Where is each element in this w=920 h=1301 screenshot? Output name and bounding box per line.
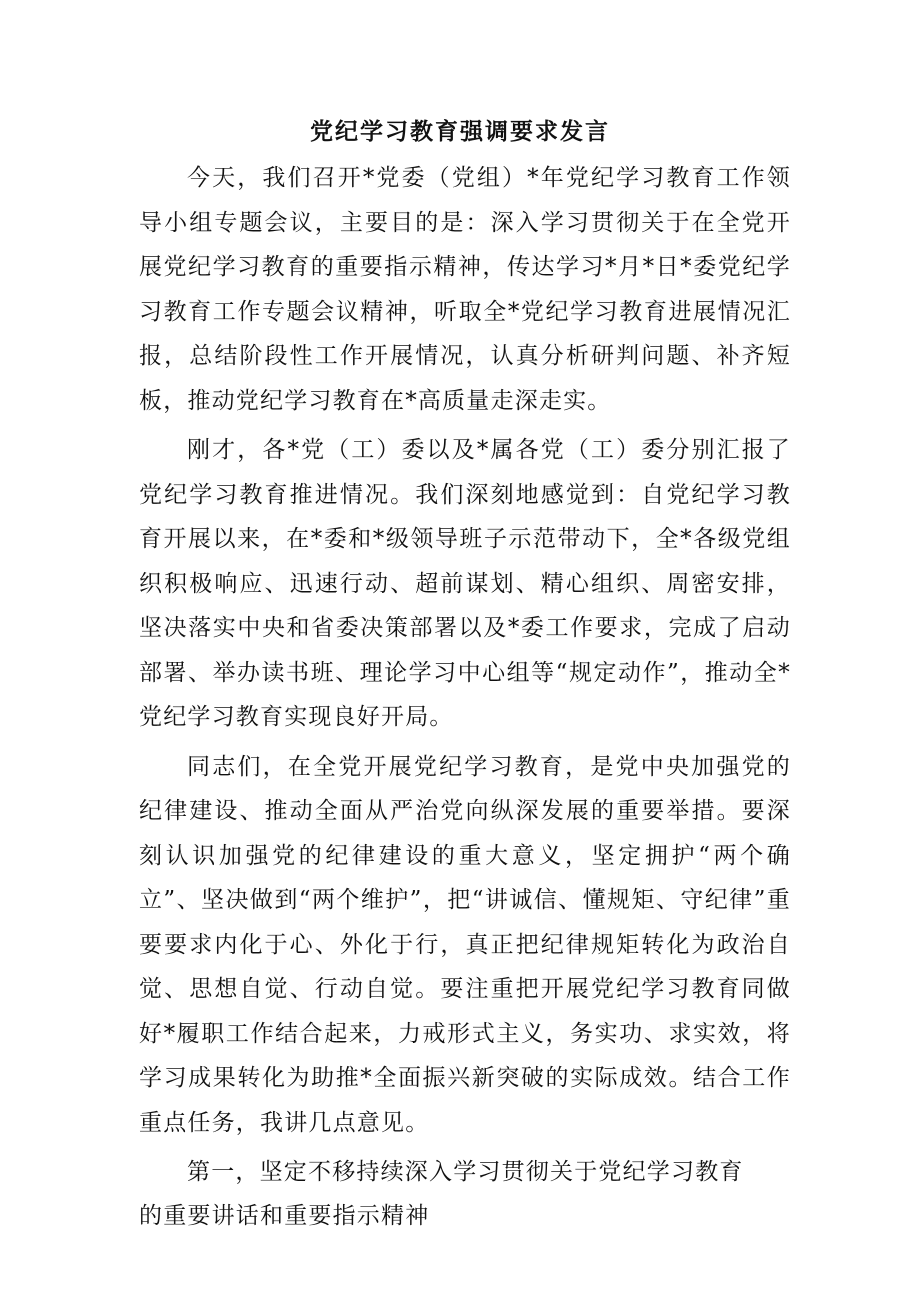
paragraph-1: 今天，我们召开*党委（党组）*年党纪学习教育工作领导小组专题会议，主要目的是：深入学习贯彻关于在全党开展党纪学习教育的重要指示精神，传达学习*月*日*委党纪学习教育工作专题会议精神，听取全*党纪学习教育进展情况汇报，总结阶段性工作开展情况，认真分析研判问题、补齐短板，推动党纪学习教育在*高质量走深走实。: [139, 165, 791, 414]
section-heading: 第一，坚定不移持续深入学习贯彻关于党纪学习教育的重要讲话和重要指示精神: [139, 1159, 744, 1229]
document-title: 党纪学习教育强调要求发言: [310, 118, 610, 145]
paragraph-3: 同志们，在全党开展党纪学习教育，是党中央加强党的纪律建设、推动全面从严治党向纵深发展的重要举措。要深刻认识加强党的纪律建设的重大意义，坚定拥护“两个确立”、坚决做到“两个维护”，把“讲诚信、懂规矩、守纪律”重要要求内化于心、外化于行，真正把纪律规矩转化为政治自觉、思想自觉、行动自觉。要注重把开展党纪学习教育同做好*履职工作结合起来，力戒形式主义，务实功、求实效，将学习成果转化为助推*全面振兴新突破的实际成效。结合工作重点任务，我讲几点意见。: [139, 753, 791, 1136]
document-body: [139, 156, 791, 1238]
paragraph-2: 刚才，各*党（工）委以及*属各党（工）委分别汇报了党纪学习教育推进情况。我们深刻地感觉到：自党纪学习教育开展以来，在*委和*级领导班子示范带动下，全*各级党组织积极响应、迅速行动、超前谋划、精心组织、周密安排，坚决落实中央和省委决策部署以及*委工作要求，完成了启动部署、举办读书班、理论学习中心组等“规定动作”，推动全*党纪学习教育实现良好开局。: [139, 437, 791, 730]
